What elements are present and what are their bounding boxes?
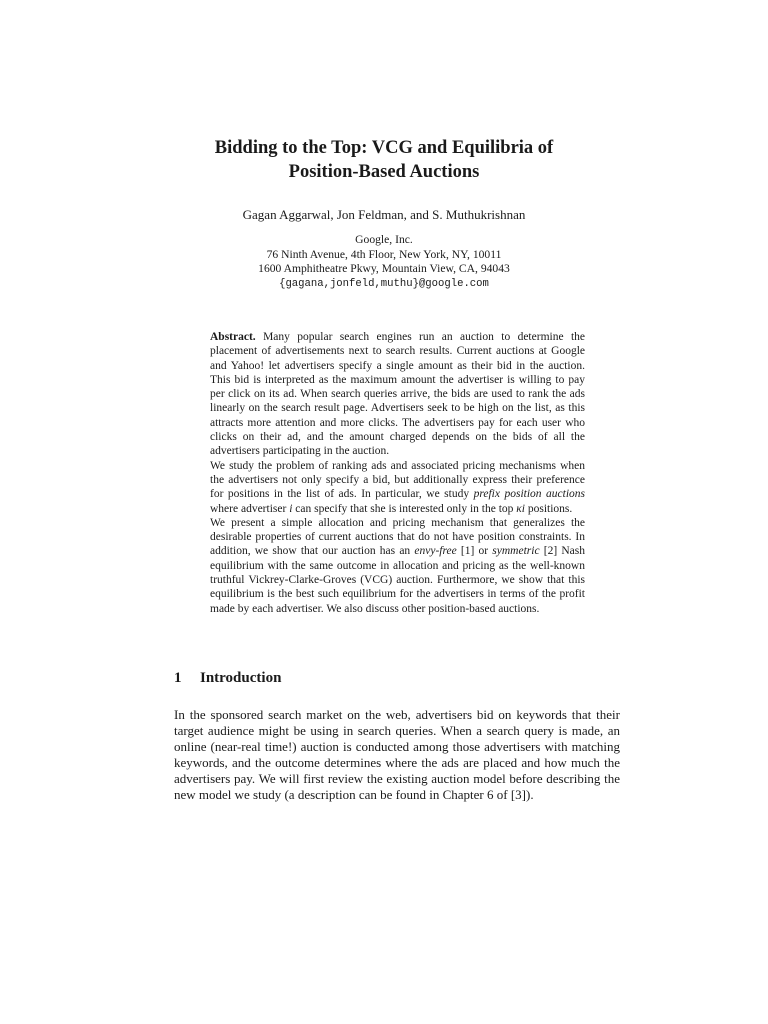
math-kappa-i: κi [516, 502, 525, 515]
author-list: Gagan Aggarwal, Jon Feldman, and S. Muthukrishnan [242, 207, 526, 222]
abstract-paragraph-3 [210, 516, 585, 616]
section-title: Introduction [200, 670, 282, 686]
term-symmetric: symmetric [492, 545, 540, 558]
abstract-paragraph-1 [210, 330, 585, 459]
abstract-text-2a: We study the problem of ranking ads and associated pricing mechanisms when the advertisers not only specify a bid, but additionally express their preference for positions in the list of ads. In particular, we study [210, 459, 585, 501]
affiliation-org: Google, Inc. [355, 233, 413, 246]
affiliation-address-2: 1600 Amphitheatre Pkwy, Mountain View, CA, 94043 [258, 262, 510, 275]
affiliation-block [120, 233, 648, 291]
title-line-1: Bidding to the Top: VCG and Equilibria of [214, 138, 554, 158]
abstract-text-2d: positions. [524, 502, 573, 515]
abstract-text-2b: where advertiser [210, 502, 290, 515]
abstract-text-3b: [1] or [456, 545, 493, 558]
author-email: {gagana,jonfeld,muthu}@google.com [279, 277, 489, 290]
abstract-paragraph-2 [210, 459, 585, 516]
title-line-2: Position-Based Auctions [288, 162, 480, 182]
abstract-text-3a: We present a simple allocation and pricing mechanism that generalizes the desirable properties of current auctions that do not have position constraints. In addition, we show that our auction has an [210, 516, 585, 558]
introduction-paragraph: In the sponsored search market on the web, advertisers bid on keywords that their target audience might be using in search queries. When a search query is made, an online (near-real time!) auction is conducted among those advertisers with matching keywords, and the outcome determines where the ads are placed and how much the advertisers pay. We will first review the existing auction model before describing the new model we study (a description can be found in Chapter 6 of [3]). [174, 707, 620, 802]
abstract-label: Abstract. [210, 331, 256, 343]
section-heading [174, 668, 281, 688]
section-number: 1 [174, 670, 182, 686]
abstract-text-1: Many popular search engines run an auction to determine the placement of advertisements next to search results. Current auctions at Google and Yahoo! let advertisers specify a single amount as their bid in the auction. This bid is interpreted as the maximum amount the advertiser is willing to pay per click on its ad. When search queries arrive, the bids are used to rank the ads linearly on the search result page. Advertisers seek to be high on the list, as this attracts more attention and more clicks. The advertisers pay for each user who clicks on their ad, and the amount charged depends on the bids of all the advertisers participating in the auction. [210, 331, 585, 458]
paper-title [120, 136, 648, 184]
abstract-text-2c: can specify that she is interested only in the top [292, 502, 517, 515]
abstract-text-3c: [2] Nash equilibrium with the same outcome in allocation and pricing as the well-known truthful Vickrey-Clarke-Groves (VCG) auction. Furthermore, we show that this equilibrium is the best such equilibrium for the advertisers in terms of the profit made by each advertiser. We also discuss other position-based auctions. [210, 545, 585, 615]
math-i: i [289, 502, 293, 515]
affiliation-address-1: 76 Ninth Avenue, 4th Floor, New York, NY, 10011 [266, 247, 502, 261]
term-prefix-position-auctions: prefix position auctions [473, 488, 585, 501]
term-envy-free: envy-free [414, 545, 457, 558]
abstract [210, 330, 585, 616]
